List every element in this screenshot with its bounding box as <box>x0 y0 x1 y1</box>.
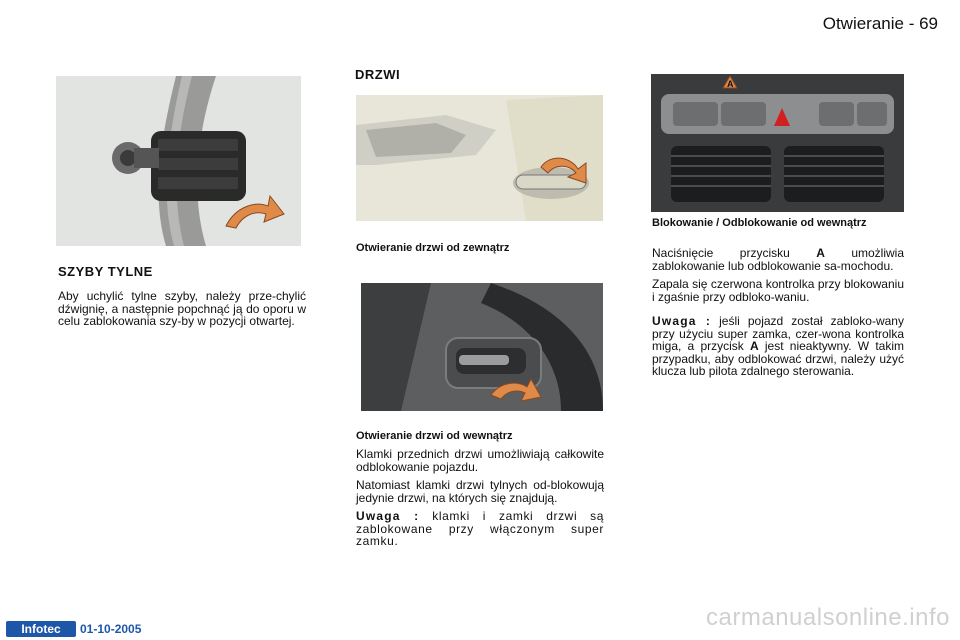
doors-note-paragraph <box>356 510 604 548</box>
figure-label-a: A <box>727 79 734 89</box>
front-handles-paragraph: Klamki przednich drzwi umożliwiają całkowite odblokowanie pojazdu. <box>356 447 604 474</box>
note-label: Uwaga : <box>356 509 420 523</box>
central-locking-button-figure <box>651 74 904 212</box>
note-label-right: Uwaga : <box>652 314 712 328</box>
outside-door-handle-figure <box>356 95 603 221</box>
outside-handle-illustration <box>356 95 603 221</box>
button-a-paragraph: Naciśnięcie przycisku A umożliwia zablokowanie lub odblokowanie sa-mochodu. <box>652 246 904 273</box>
edition-date: 01-10-2005 <box>80 622 142 636</box>
rear-window-lever-figure <box>56 76 301 246</box>
central-locking-subheading: Blokowanie / Odblokowanie od wewnątrz <box>652 217 867 229</box>
superlock-note-paragraph: Uwaga : jeśli pojazd został zabloko-wany przy użyciu super zamka, czer-wona kontrolka miga, a przycisk A jest nieaktywny. W takim przypadku, aby odblokować drzwi, należy użyć klucza lub pilota zdalnego sterowania. <box>652 314 905 378</box>
rear-window-lever-illustration <box>56 76 301 246</box>
dashboard-console-illustration <box>651 74 904 212</box>
outside-opening-caption: Otwieranie drzwi od zewnątrz <box>356 242 510 254</box>
rear-handles-paragraph: Natomiast klamki drzwi tylnych od-blokowują jedynie drzwi, na których się znajdują. <box>356 478 604 505</box>
inside-handle-illustration <box>361 283 603 411</box>
page-header: Otwieranie - 69 <box>822 14 938 33</box>
inside-opening-caption: Otwieranie drzwi od wewnątrz <box>356 430 513 442</box>
section-heading-rear-windows: SZYBY TYLNE <box>58 264 153 279</box>
note-text: klamki i zamki drzwi są zablokowane przy włączonym super zamku. <box>356 509 604 548</box>
infotec-logo: Infotec <box>6 621 76 637</box>
inside-door-handle-figure <box>361 283 603 411</box>
red-light-paragraph: Zapala się czerwona kontrolka przy blokowaniu i zgaśnie przy odbloko-waniu. <box>652 277 904 304</box>
section-heading-doors: DRZWI <box>355 67 401 82</box>
rear-windows-paragraph: Aby uchylić tylne szyby, należy prze-chylić dźwignię, a następnie popchnąć ją do oporu w celu zablokowania szy-by w pozycji otwartej. <box>58 289 306 328</box>
site-watermark: carmanualsonline.info <box>706 604 950 631</box>
central-locking-text <box>652 247 904 384</box>
inside-opening-text <box>356 448 604 554</box>
